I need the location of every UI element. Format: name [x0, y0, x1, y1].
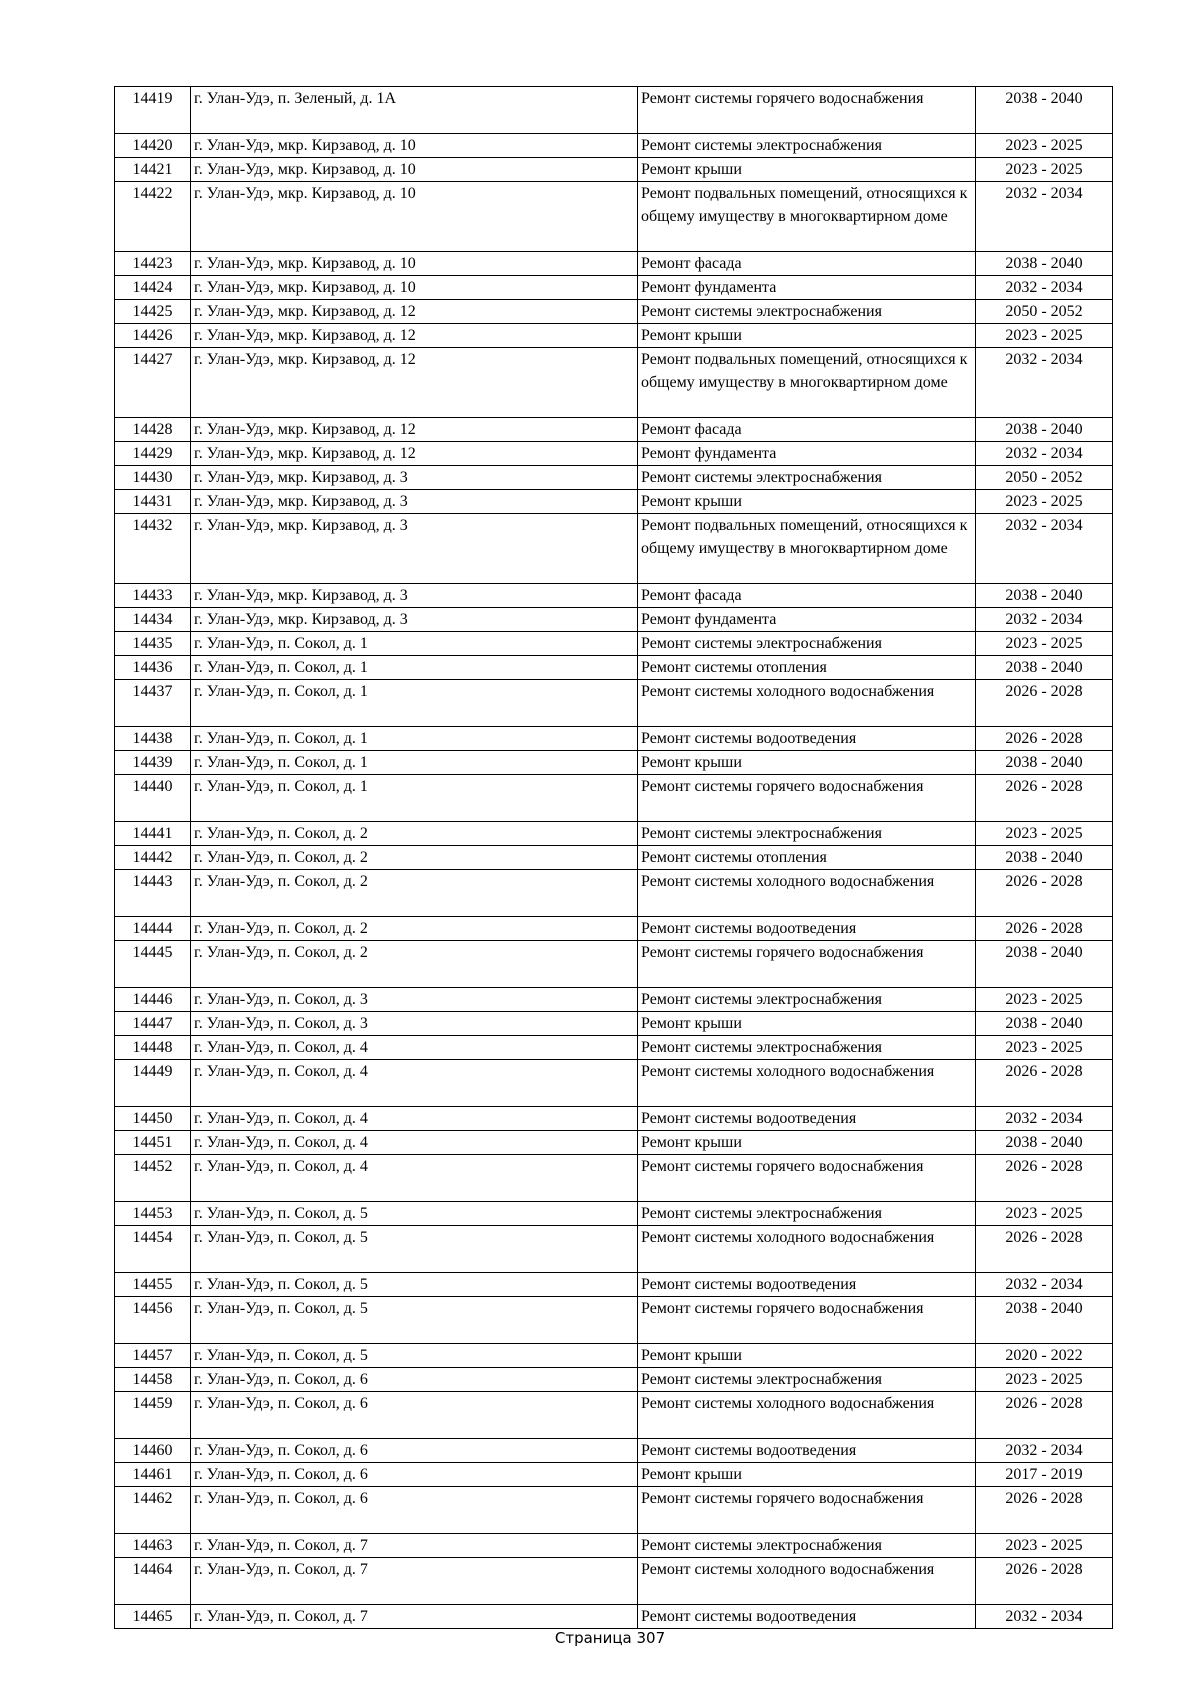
work-type-cell: Ремонт фасада	[638, 418, 976, 442]
period-cell: 2026 - 2028	[976, 1060, 1113, 1107]
table-row	[115, 917, 1113, 941]
address-cell: г. Улан-Удэ, п. Сокол, д. 4	[191, 1036, 638, 1060]
period-cell: 2050 - 2052	[976, 466, 1113, 490]
row-number-cell: 14447	[115, 1012, 191, 1036]
table-row	[115, 680, 1113, 727]
table-row	[115, 870, 1113, 917]
period-cell: 2026 - 2028	[976, 917, 1113, 941]
address-cell: г. Улан-Удэ, мкр. Кирзавод, д. 3	[191, 466, 638, 490]
row-number-cell: 14465	[115, 1605, 191, 1629]
row-number-cell: 14436	[115, 656, 191, 680]
work-type-cell: Ремонт системы электроснабжения	[638, 1534, 976, 1558]
table-row	[115, 846, 1113, 870]
row-number-cell: 14429	[115, 442, 191, 466]
work-type-cell: Ремонт системы электроснабжения	[638, 1202, 976, 1226]
address-cell: г. Улан-Удэ, п. Сокол, д. 3	[191, 988, 638, 1012]
table-row	[115, 442, 1113, 466]
work-type-cell: Ремонт системы холодного водоснабжения	[638, 1226, 976, 1273]
table-row	[115, 1439, 1113, 1463]
address-cell: г. Улан-Удэ, п. Сокол, д. 5	[191, 1344, 638, 1368]
row-number-cell: 14452	[115, 1155, 191, 1202]
row-number-cell: 14439	[115, 751, 191, 775]
work-type-cell: Ремонт фундамента	[638, 276, 976, 300]
address-cell: г. Улан-Удэ, мкр. Кирзавод, д. 3	[191, 490, 638, 514]
address-cell: г. Улан-Удэ, п. Сокол, д. 2	[191, 917, 638, 941]
address-cell: г. Улан-Удэ, п. Сокол, д. 1	[191, 775, 638, 822]
row-number-cell: 14444	[115, 917, 191, 941]
period-cell: 2026 - 2028	[976, 680, 1113, 727]
address-cell: г. Улан-Удэ, мкр. Кирзавод, д. 10	[191, 252, 638, 276]
address-cell: г. Улан-Удэ, мкр. Кирзавод, д. 12	[191, 300, 638, 324]
table-row	[115, 1463, 1113, 1487]
work-type-cell: Ремонт системы электроснабжения	[638, 134, 976, 158]
period-cell: 2026 - 2028	[976, 1392, 1113, 1439]
work-type-cell: Ремонт системы отопления	[638, 846, 976, 870]
table-row	[115, 1487, 1113, 1534]
row-number-cell: 14459	[115, 1392, 191, 1439]
table-row	[115, 632, 1113, 656]
address-cell: г. Улан-Удэ, п. Сокол, д. 6	[191, 1439, 638, 1463]
row-number-cell: 14427	[115, 348, 191, 418]
table-row	[115, 514, 1113, 584]
period-cell: 2026 - 2028	[976, 1226, 1113, 1273]
address-cell: г. Улан-Удэ, п. Сокол, д. 4	[191, 1131, 638, 1155]
table-row	[115, 584, 1113, 608]
work-type-cell: Ремонт крыши	[638, 1463, 976, 1487]
address-cell: г. Улан-Удэ, п. Сокол, д. 2	[191, 822, 638, 846]
address-cell: г. Улан-Удэ, п. Сокол, д. 1	[191, 632, 638, 656]
address-cell: г. Улан-Удэ, п. Сокол, д. 7	[191, 1605, 638, 1629]
page-number: Страница 307	[554, 1629, 666, 1647]
table-row	[115, 324, 1113, 348]
period-cell: 2023 - 2025	[976, 632, 1113, 656]
row-number-cell: 14449	[115, 1060, 191, 1107]
table-row	[115, 1107, 1113, 1131]
period-cell: 2038 - 2040	[976, 1131, 1113, 1155]
table-row	[115, 1558, 1113, 1605]
address-cell: г. Улан-Удэ, п. Зеленый, д. 1А	[191, 87, 638, 134]
period-cell: 2032 - 2034	[976, 514, 1113, 584]
period-cell: 2038 - 2040	[976, 252, 1113, 276]
table-row	[115, 1060, 1113, 1107]
address-cell: г. Улан-Удэ, п. Сокол, д. 5	[191, 1297, 638, 1344]
work-type-cell: Ремонт системы горячего водоснабжения	[638, 1297, 976, 1344]
period-cell: 2038 - 2040	[976, 1012, 1113, 1036]
work-type-cell: Ремонт системы горячего водоснабжения	[638, 87, 976, 134]
address-cell: г. Улан-Удэ, п. Сокол, д. 2	[191, 870, 638, 917]
work-type-cell: Ремонт системы водоотведения	[638, 1439, 976, 1463]
table-row	[115, 941, 1113, 988]
period-cell: 2032 - 2034	[976, 348, 1113, 418]
row-number-cell: 14461	[115, 1463, 191, 1487]
work-type-cell: Ремонт системы холодного водоснабжения	[638, 1558, 976, 1605]
work-type-cell: Ремонт крыши	[638, 751, 976, 775]
address-cell: г. Улан-Удэ, мкр. Кирзавод, д. 10	[191, 134, 638, 158]
table-row	[115, 608, 1113, 632]
work-type-cell: Ремонт системы электроснабжения	[638, 300, 976, 324]
period-cell: 2032 - 2034	[976, 608, 1113, 632]
work-type-cell: Ремонт фасада	[638, 584, 976, 608]
row-number-cell: 14420	[115, 134, 191, 158]
row-number-cell: 14435	[115, 632, 191, 656]
address-cell: г. Улан-Удэ, мкр. Кирзавод, д. 3	[191, 584, 638, 608]
row-number-cell: 14438	[115, 727, 191, 751]
row-number-cell: 14441	[115, 822, 191, 846]
period-cell: 2038 - 2040	[976, 656, 1113, 680]
period-cell: 2026 - 2028	[976, 1487, 1113, 1534]
work-type-cell: Ремонт крыши	[638, 324, 976, 348]
period-cell: 2038 - 2040	[976, 584, 1113, 608]
work-type-cell: Ремонт фундамента	[638, 442, 976, 466]
row-number-cell: 14440	[115, 775, 191, 822]
work-type-cell: Ремонт системы электроснабжения	[638, 632, 976, 656]
table-row	[115, 1534, 1113, 1558]
address-cell: г. Улан-Удэ, мкр. Кирзавод, д. 12	[191, 442, 638, 466]
table-row	[115, 1368, 1113, 1392]
work-type-cell: Ремонт системы водоотведения	[638, 1107, 976, 1131]
table-row	[115, 300, 1113, 324]
period-cell: 2023 - 2025	[976, 158, 1113, 182]
work-type-cell: Ремонт системы электроснабжения	[638, 988, 976, 1012]
period-cell: 2026 - 2028	[976, 775, 1113, 822]
table-row	[115, 751, 1113, 775]
work-type-cell: Ремонт системы водоотведения	[638, 917, 976, 941]
row-number-cell: 14455	[115, 1273, 191, 1297]
work-type-cell: Ремонт системы водоотведения	[638, 1605, 976, 1629]
table-row	[115, 1155, 1113, 1202]
row-number-cell: 14422	[115, 182, 191, 252]
address-cell: г. Улан-Удэ, п. Сокол, д. 1	[191, 751, 638, 775]
row-number-cell: 14433	[115, 584, 191, 608]
address-cell: г. Улан-Удэ, п. Сокол, д. 7	[191, 1558, 638, 1605]
period-cell: 2026 - 2028	[976, 870, 1113, 917]
address-cell: г. Улан-Удэ, мкр. Кирзавод, д. 10	[191, 276, 638, 300]
period-cell: 2023 - 2025	[976, 324, 1113, 348]
address-cell: г. Улан-Удэ, п. Сокол, д. 6	[191, 1368, 638, 1392]
table-body	[115, 87, 1113, 1629]
work-type-cell: Ремонт системы электроснабжения	[638, 822, 976, 846]
table-row	[115, 988, 1113, 1012]
row-number-cell: 14432	[115, 514, 191, 584]
table-row	[115, 775, 1113, 822]
row-number-cell: 14423	[115, 252, 191, 276]
work-type-cell: Ремонт системы отопления	[638, 656, 976, 680]
period-cell: 2032 - 2034	[976, 442, 1113, 466]
row-number-cell: 14451	[115, 1131, 191, 1155]
address-cell: г. Улан-Удэ, п. Сокол, д. 4	[191, 1107, 638, 1131]
row-number-cell: 14442	[115, 846, 191, 870]
work-type-cell: Ремонт системы электроснабжения	[638, 1368, 976, 1392]
row-number-cell: 14450	[115, 1107, 191, 1131]
row-number-cell: 14462	[115, 1487, 191, 1534]
period-cell: 2038 - 2040	[976, 87, 1113, 134]
period-cell: 2023 - 2025	[976, 1202, 1113, 1226]
row-number-cell: 14431	[115, 490, 191, 514]
period-cell: 2038 - 2040	[976, 418, 1113, 442]
address-cell: г. Улан-Удэ, п. Сокол, д. 5	[191, 1202, 638, 1226]
table-row	[115, 1297, 1113, 1344]
row-number-cell: 14443	[115, 870, 191, 917]
row-number-cell: 14426	[115, 324, 191, 348]
period-cell: 2032 - 2034	[976, 1605, 1113, 1629]
work-type-cell: Ремонт крыши	[638, 490, 976, 514]
address-cell: г. Улан-Удэ, мкр. Кирзавод, д. 3	[191, 608, 638, 632]
table-row	[115, 276, 1113, 300]
row-number-cell: 14453	[115, 1202, 191, 1226]
address-cell: г. Улан-Удэ, п. Сокол, д. 1	[191, 656, 638, 680]
period-cell: 2026 - 2028	[976, 1558, 1113, 1605]
row-number-cell: 14430	[115, 466, 191, 490]
table-row	[115, 1392, 1113, 1439]
table-row	[115, 1012, 1113, 1036]
address-cell: г. Улан-Удэ, мкр. Кирзавод, д. 12	[191, 348, 638, 418]
period-cell: 2023 - 2025	[976, 1368, 1113, 1392]
period-cell: 2038 - 2040	[976, 846, 1113, 870]
period-cell: 2032 - 2034	[976, 276, 1113, 300]
period-cell: 2032 - 2034	[976, 1273, 1113, 1297]
row-number-cell: 14421	[115, 158, 191, 182]
period-cell: 2023 - 2025	[976, 1534, 1113, 1558]
address-cell: г. Улан-Удэ, мкр. Кирзавод, д. 12	[191, 418, 638, 442]
address-cell: г. Улан-Удэ, п. Сокол, д. 5	[191, 1273, 638, 1297]
work-type-cell: Ремонт крыши	[638, 1344, 976, 1368]
work-type-cell: Ремонт системы горячего водоснабжения	[638, 1155, 976, 1202]
work-type-cell: Ремонт системы холодного водоснабжения	[638, 1060, 976, 1107]
table-row	[115, 158, 1113, 182]
table-row	[115, 466, 1113, 490]
table-row	[115, 822, 1113, 846]
period-cell: 2023 - 2025	[976, 490, 1113, 514]
table-row	[115, 134, 1113, 158]
work-type-cell: Ремонт фасада	[638, 252, 976, 276]
period-cell: 2026 - 2028	[976, 727, 1113, 751]
address-cell: г. Улан-Удэ, мкр. Кирзавод, д. 3	[191, 514, 638, 584]
table-row	[115, 727, 1113, 751]
address-cell: г. Улан-Удэ, п. Сокол, д. 3	[191, 1012, 638, 1036]
row-number-cell: 14463	[115, 1534, 191, 1558]
address-cell: г. Улан-Удэ, мкр. Кирзавод, д. 10	[191, 182, 638, 252]
work-type-cell: Ремонт фундамента	[638, 608, 976, 632]
table-row	[115, 656, 1113, 680]
period-cell: 2023 - 2025	[976, 1036, 1113, 1060]
row-number-cell: 14448	[115, 1036, 191, 1060]
table-row	[115, 348, 1113, 418]
work-type-cell: Ремонт системы водоотведения	[638, 727, 976, 751]
work-type-cell: Ремонт системы электроснабжения	[638, 1036, 976, 1060]
address-cell: г. Улан-Удэ, мкр. Кирзавод, д. 10	[191, 158, 638, 182]
address-cell: г. Улан-Удэ, п. Сокол, д. 2	[191, 941, 638, 988]
period-cell: 2032 - 2034	[976, 1439, 1113, 1463]
repair-schedule-table	[114, 86, 1113, 1629]
table-row	[115, 1226, 1113, 1273]
work-type-cell: Ремонт крыши	[638, 158, 976, 182]
row-number-cell: 14434	[115, 608, 191, 632]
work-type-cell: Ремонт крыши	[638, 1131, 976, 1155]
address-cell: г. Улан-Удэ, п. Сокол, д. 4	[191, 1155, 638, 1202]
table-row	[115, 1036, 1113, 1060]
address-cell: г. Улан-Удэ, п. Сокол, д. 6	[191, 1487, 638, 1534]
period-cell: 2050 - 2052	[976, 300, 1113, 324]
address-cell: г. Улан-Удэ, п. Сокол, д. 6	[191, 1463, 638, 1487]
row-number-cell: 14428	[115, 418, 191, 442]
table-row	[115, 1131, 1113, 1155]
address-cell: г. Улан-Удэ, п. Сокол, д. 1	[191, 727, 638, 751]
period-cell: 2038 - 2040	[976, 751, 1113, 775]
period-cell: 2038 - 2040	[976, 941, 1113, 988]
row-number-cell: 14419	[115, 87, 191, 134]
address-cell: г. Улан-Удэ, п. Сокол, д. 5	[191, 1226, 638, 1273]
table-row	[115, 418, 1113, 442]
address-cell: г. Улан-Удэ, п. Сокол, д. 1	[191, 680, 638, 727]
address-cell: г. Улан-Удэ, п. Сокол, д. 7	[191, 1534, 638, 1558]
period-cell: 2026 - 2028	[976, 1155, 1113, 1202]
row-number-cell: 14458	[115, 1368, 191, 1392]
row-number-cell: 14454	[115, 1226, 191, 1273]
row-number-cell: 14446	[115, 988, 191, 1012]
work-type-cell: Ремонт подвальных помещений, относящихся к общему имуществу в многоквартирном доме	[638, 514, 976, 584]
table-row	[115, 490, 1113, 514]
table-row	[115, 1344, 1113, 1368]
period-cell: 2017 - 2019	[976, 1463, 1113, 1487]
address-cell: г. Улан-Удэ, п. Сокол, д. 6	[191, 1392, 638, 1439]
work-type-cell: Ремонт крыши	[638, 1012, 976, 1036]
work-type-cell: Ремонт системы холодного водоснабжения	[638, 870, 976, 917]
period-cell: 2032 - 2034	[976, 182, 1113, 252]
work-type-cell: Ремонт системы водоотведения	[638, 1273, 976, 1297]
row-number-cell: 14425	[115, 300, 191, 324]
address-cell: г. Улан-Удэ, п. Сокол, д. 2	[191, 846, 638, 870]
table-row	[115, 1202, 1113, 1226]
row-number-cell: 14460	[115, 1439, 191, 1463]
table-row	[115, 87, 1113, 134]
work-type-cell: Ремонт системы холодного водоснабжения	[638, 1392, 976, 1439]
row-number-cell: 14445	[115, 941, 191, 988]
period-cell: 2032 - 2034	[976, 1107, 1113, 1131]
row-number-cell: 14464	[115, 1558, 191, 1605]
period-cell: 2023 - 2025	[976, 134, 1113, 158]
period-cell: 2023 - 2025	[976, 822, 1113, 846]
table-row	[115, 1273, 1113, 1297]
work-type-cell: Ремонт подвальных помещений, относящихся к общему имуществу в многоквартирном доме	[638, 182, 976, 252]
address-cell: г. Улан-Удэ, п. Сокол, д. 4	[191, 1060, 638, 1107]
row-number-cell: 14457	[115, 1344, 191, 1368]
address-cell: г. Улан-Удэ, мкр. Кирзавод, д. 12	[191, 324, 638, 348]
period-cell: 2038 - 2040	[976, 1297, 1113, 1344]
work-type-cell: Ремонт системы горячего водоснабжения	[638, 775, 976, 822]
table-row	[115, 252, 1113, 276]
work-type-cell: Ремонт системы горячего водоснабжения	[638, 941, 976, 988]
period-cell: 2023 - 2025	[976, 988, 1113, 1012]
work-type-cell: Ремонт системы электроснабжения	[638, 466, 976, 490]
period-cell: 2020 - 2022	[976, 1344, 1113, 1368]
row-number-cell: 14437	[115, 680, 191, 727]
work-type-cell: Ремонт системы горячего водоснабжения	[638, 1487, 976, 1534]
work-type-cell: Ремонт системы холодного водоснабжения	[638, 680, 976, 727]
row-number-cell: 14424	[115, 276, 191, 300]
row-number-cell: 14456	[115, 1297, 191, 1344]
table-row	[115, 182, 1113, 252]
table-row	[115, 1605, 1113, 1629]
work-type-cell: Ремонт подвальных помещений, относящихся к общему имуществу в многоквартирном доме	[638, 348, 976, 418]
